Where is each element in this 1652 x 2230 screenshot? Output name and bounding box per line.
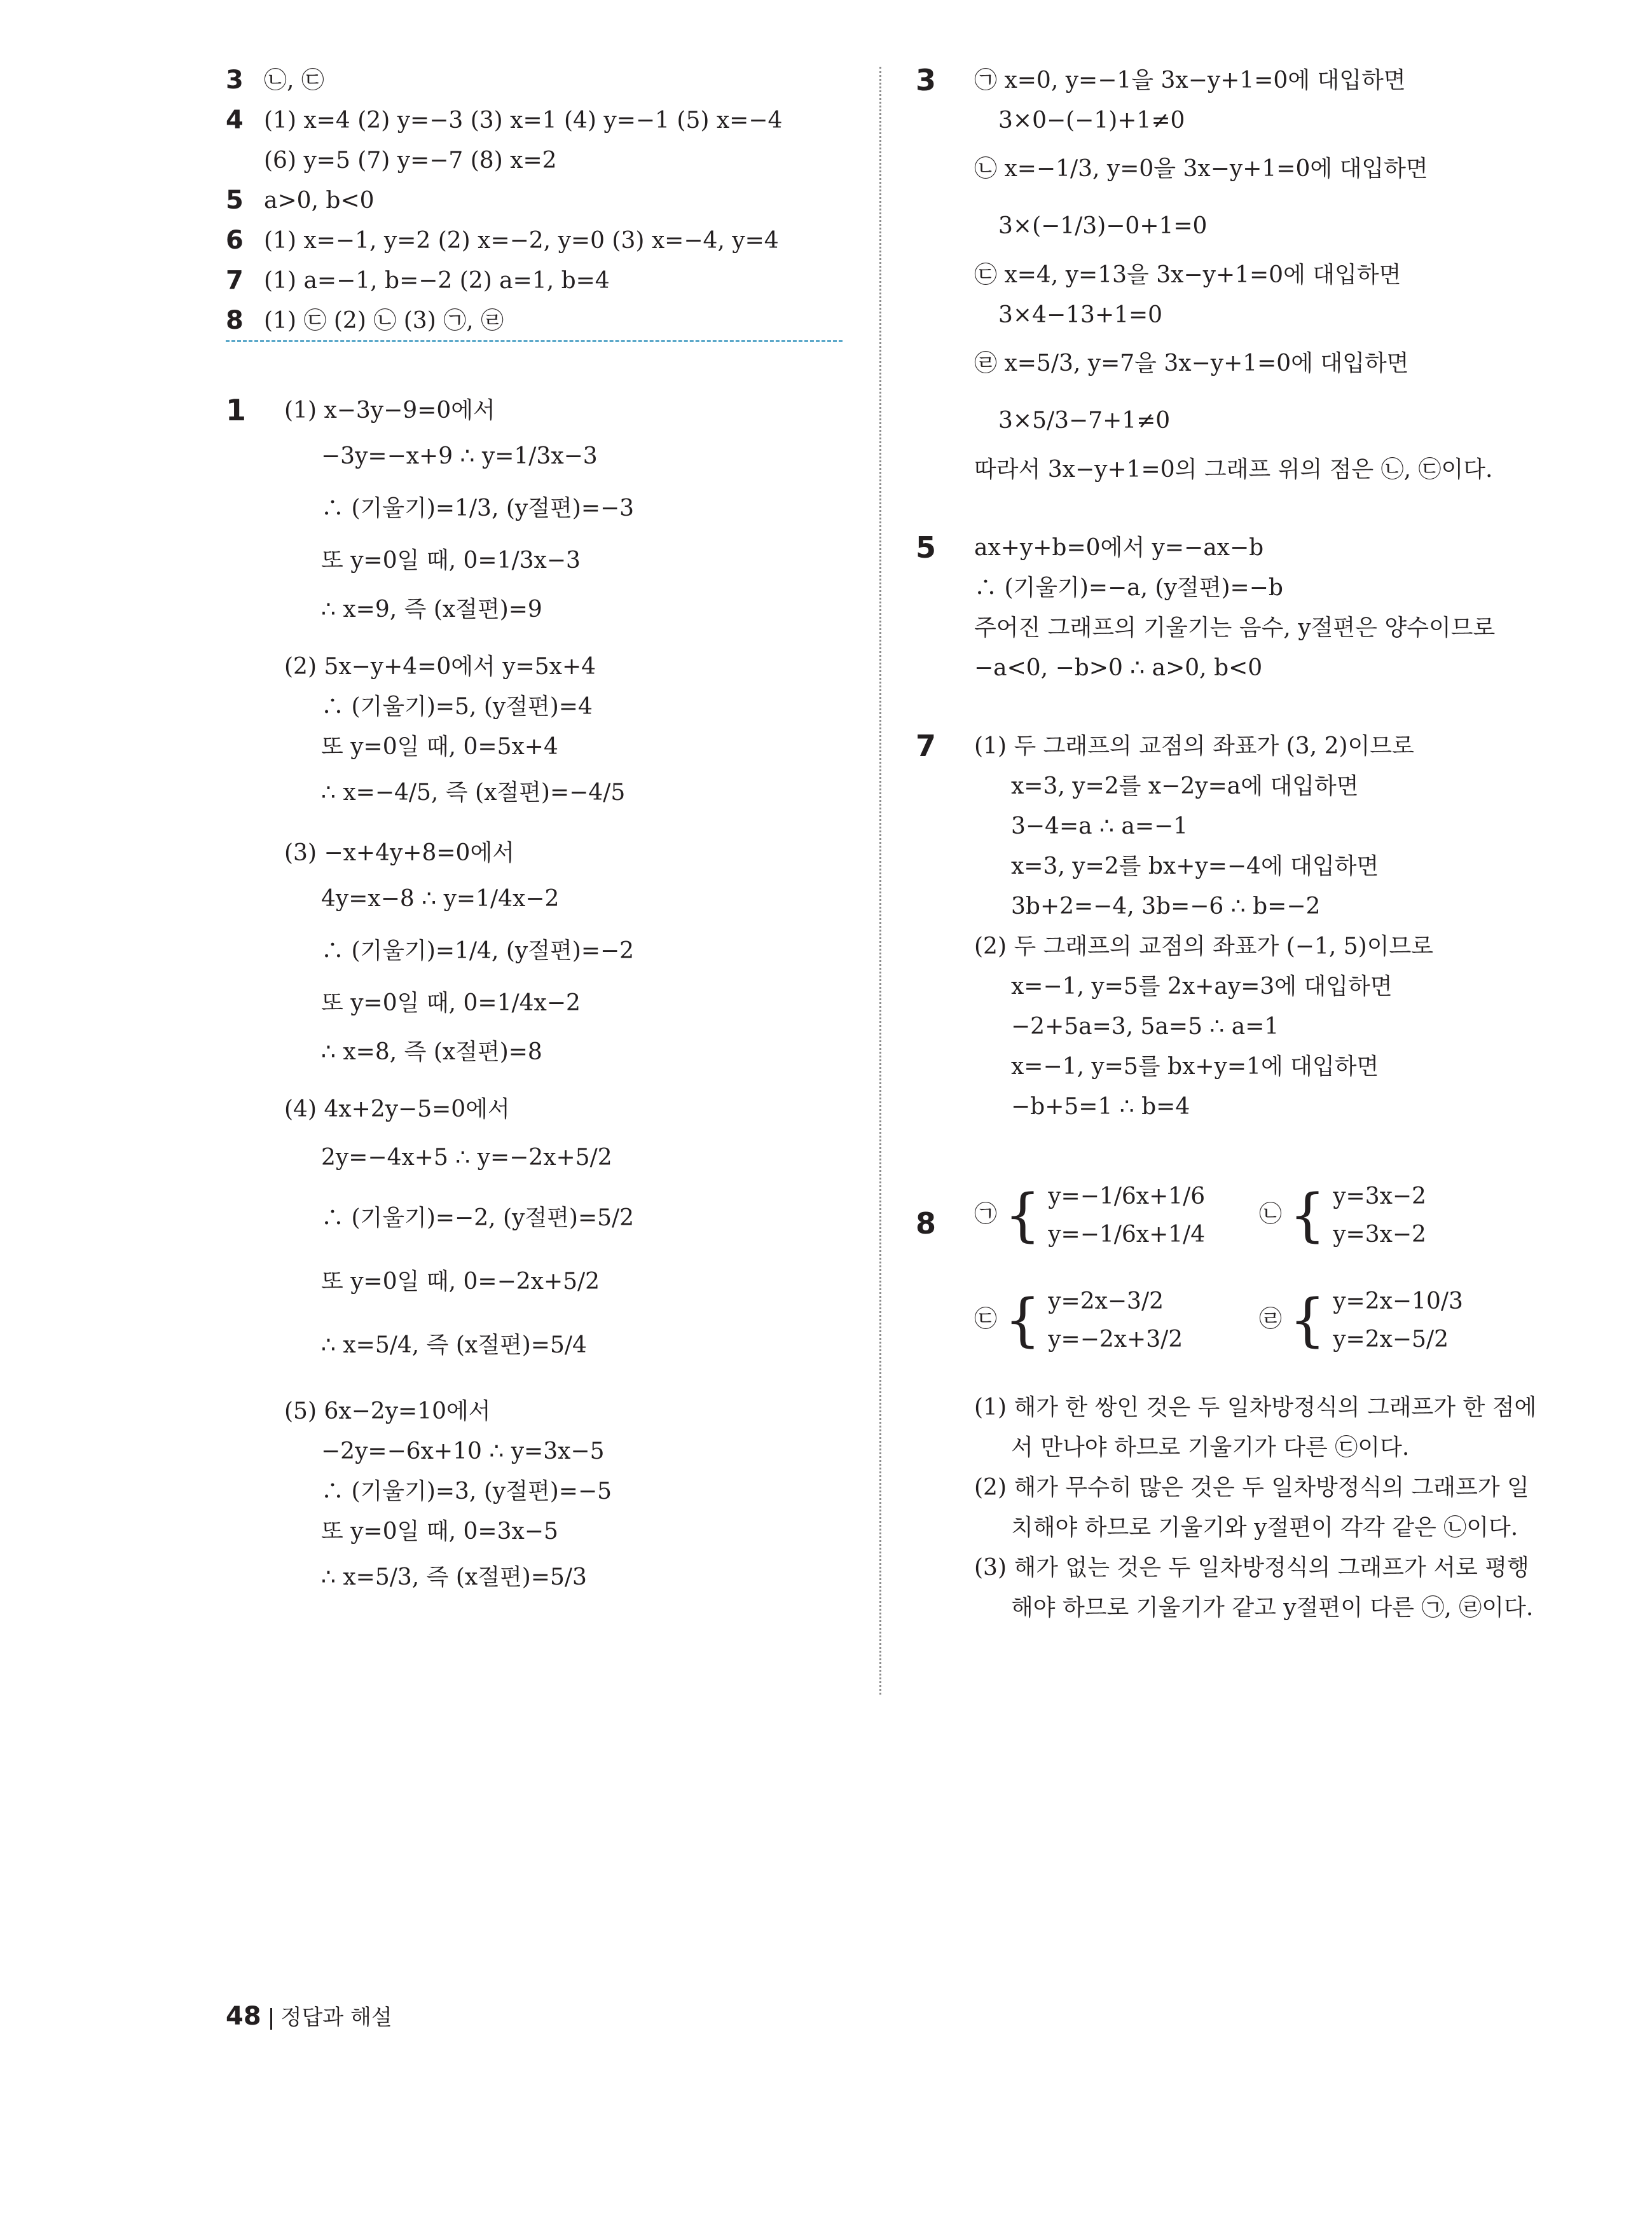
solution-line: [916, 198, 1552, 255]
left-column: [226, 60, 862, 1604]
line-text: 또 y=0일 때, 0=−2x+5/2: [321, 1269, 600, 1295]
line-text: 주어진 그래프의 기울기는 음수, y절편은 양수이므로: [974, 615, 1496, 641]
solution-line: [226, 925, 862, 977]
answer-number: 5: [226, 186, 244, 215]
line-text: −2+5a=3, 5a=5 ∴ a=1: [1011, 1014, 1279, 1040]
line-text: 또 y=0일 때, 0=1/3x−3: [321, 547, 581, 574]
solution-line: [916, 1468, 1552, 1508]
solution-line: [916, 648, 1552, 688]
solution-line: [226, 873, 862, 925]
answer-row: [226, 141, 862, 181]
solution-line: [226, 430, 862, 483]
system-c: [974, 1283, 1183, 1359]
solution-3: [916, 60, 1552, 490]
solution-line: [226, 1391, 862, 1431]
equation-1: y=2x−3/2: [1048, 1288, 1164, 1314]
solution-line: [226, 833, 862, 873]
equation-2: y=2x−5/2: [1333, 1326, 1449, 1352]
answer-number: 6: [226, 226, 244, 255]
solution-line: [916, 255, 1552, 295]
line-text: 또 y=0일 때, 0=1/4x−2: [321, 990, 581, 1016]
equation-1: y=2x−10/3: [1333, 1288, 1463, 1314]
equation-2: y=−2x+3/2: [1048, 1326, 1183, 1352]
solution-line: [226, 483, 862, 535]
solution-8: [916, 1178, 1552, 1628]
solution-line: [226, 1187, 862, 1250]
line-text: 3×5/3−7+1≠0: [998, 408, 1171, 434]
solution-line: [226, 535, 862, 587]
solution-line: [916, 1047, 1552, 1087]
solution-line: [916, 392, 1552, 450]
line-text: x=−1, y=5를 bx+y=1에 대입하면: [1011, 1054, 1379, 1080]
brace-icon: {: [1289, 1287, 1326, 1354]
solution-7: [916, 726, 1552, 1127]
solution-line: [226, 1471, 862, 1511]
line-text: ∴ x=−4/5, 즉 (x절편)=−4/5: [321, 780, 626, 806]
answer-row: [226, 261, 862, 301]
line-text: −b+5=1 ∴ b=4: [1011, 1094, 1190, 1120]
line-text: x=3, y=2를 x−2y=a에 대입하면: [1011, 773, 1359, 799]
solution-line: [916, 295, 1552, 335]
solution-line: [226, 1552, 862, 1604]
solution-line: [916, 568, 1552, 608]
equation-1: y=−1/6x+1/6: [1048, 1183, 1206, 1209]
brace-icon: {: [1289, 1182, 1326, 1249]
line-text: ∴ (기울기)=1/4, (y절편)=−2: [321, 938, 635, 964]
solution-line: [226, 587, 862, 633]
line-text: x=3, y=2를 bx+y=−4에 대입하면: [1011, 853, 1379, 879]
answer-row: [226, 301, 862, 341]
line-text: 3b+2=−4, 3b=−6 ∴ b=−2: [1011, 893, 1321, 919]
line-text: (2) 5x−y+4=0에서 y=5x+4: [284, 654, 596, 680]
line-text: 서 만나야 하므로 기울기가 다른 ㉢이다.: [1011, 1435, 1410, 1461]
solution-line: [916, 766, 1552, 806]
line-text: ㉠ x=0, y=−1을 3x−y+1=0에 대입하면: [974, 67, 1406, 93]
line-text: ㉢ x=4, y=13을 3x−y+1=0에 대입하면: [974, 262, 1401, 288]
system-mark: ㉢: [974, 1306, 998, 1332]
solution-line: [226, 687, 862, 727]
system-mark: ㉠: [974, 1201, 998, 1227]
solution-line: [226, 727, 862, 767]
line-text: (5) 6x−2y=10에서: [284, 1398, 491, 1424]
line-text: (4) 4x+2y−5=0에서: [284, 1096, 510, 1122]
solution-line: [226, 977, 862, 1029]
line-text: ∴ (기울기)=1/3, (y절편)=−3: [321, 495, 635, 521]
answer-text: ㉡, ㉢: [264, 67, 324, 93]
solution-line: [916, 450, 1552, 490]
answer-row: [226, 100, 862, 141]
line-text: ∴ x=8, 즉 (x절편)=8: [321, 1039, 542, 1065]
footer-separator: [270, 2008, 272, 2030]
line-text: (3) −x+4y+8=0에서: [284, 840, 514, 866]
solution-line: [226, 390, 862, 430]
line-text: −a<0, −b>0 ∴ a>0, b<0: [974, 655, 1263, 681]
line-text: ㉣ x=5/3, y=7을 3x−y+1=0에 대입하면: [974, 350, 1409, 376]
system-a: [974, 1178, 1205, 1254]
line-text: 3×(−1/3)−0+1=0: [998, 213, 1208, 239]
solution-line: [916, 886, 1552, 926]
page-footer: [226, 2000, 392, 2031]
solution-line: [916, 967, 1552, 1007]
solution-line: [226, 1511, 862, 1552]
line-text: ∴ (기울기)=3, (y절편)=−5: [321, 1478, 612, 1504]
page-number: 48: [226, 2002, 261, 2031]
solution-line: [916, 141, 1552, 198]
solution-line: [916, 726, 1552, 766]
solution-line: [226, 1431, 862, 1471]
solution-line: [916, 1548, 1552, 1588]
equation-1: y=3x−2: [1333, 1183, 1426, 1209]
line-text: 3−4=a ∴ a=−1: [1011, 813, 1188, 839]
system-b: [1259, 1178, 1426, 1254]
answer-text: (1) x=4 (2) y=−3 (3) x=1 (4) y=−1 (5) x=−4: [264, 107, 783, 134]
solution-line: [226, 1129, 862, 1187]
solution-5: [916, 528, 1552, 688]
solution-line: [916, 528, 1552, 568]
line-text: ∴ x=9, 즉 (x절편)=9: [321, 596, 542, 623]
line-text: 해야 하므로 기울기가 같고 y절편이 다른 ㉠, ㉣이다.: [1011, 1595, 1534, 1621]
system-mark: ㉡: [1259, 1201, 1283, 1227]
solution-line: [916, 1588, 1552, 1628]
solution-line: [226, 647, 862, 687]
solution-line: [226, 1314, 862, 1377]
question-number: 3: [916, 63, 937, 97]
line-text: ax+y+b=0에서 y=−ax−b: [974, 535, 1264, 561]
answer-number: 3: [226, 65, 244, 95]
line-text: 치해야 하므로 기울기와 y절편이 각각 같은 ㉡이다.: [1011, 1515, 1518, 1541]
line-text: 또 y=0일 때, 0=5x+4: [321, 734, 558, 760]
answer-number: 7: [226, 266, 244, 295]
answer-text: (1) x=−1, y=2 (2) x=−2, y=0 (3) x=−4, y=4: [264, 228, 779, 254]
answer-text: (1) a=−1, b=−2 (2) a=1, b=4: [264, 268, 610, 294]
quick-answers: [226, 60, 862, 341]
solution-line: [916, 1508, 1552, 1548]
line-text: ∴ (기울기)=−2, (y절편)=5/2: [321, 1205, 635, 1231]
line-text: 2y=−4x+5 ∴ y=−2x+5/2: [321, 1145, 612, 1171]
footer-label: 정답과 해설: [280, 2005, 392, 2030]
system-mark: ㉣: [1259, 1306, 1283, 1332]
line-text: −3y=−x+9 ∴ y=1/3x−3: [321, 443, 598, 469]
brace-icon: {: [1004, 1287, 1041, 1354]
line-text: ∴ (기울기)=−a, (y절편)=−b: [974, 575, 1283, 601]
question-number: 8: [916, 1206, 937, 1241]
solution-line: [916, 846, 1552, 886]
line-text: 따라서 3x−y+1=0의 그래프 위의 점은 ㉡, ㉢이다.: [974, 457, 1493, 483]
line-text: −2y=−6x+10 ∴ y=3x−5: [321, 1438, 605, 1464]
line-text: (1) 두 그래프의 교점의 좌표가 (3, 2)이므로: [974, 733, 1414, 759]
solution-line: [916, 335, 1552, 392]
line-text: 3×4−13+1=0: [998, 302, 1163, 328]
solution-line: [916, 1428, 1552, 1468]
equation-2: y=3x−2: [1333, 1222, 1426, 1248]
equation-2: y=−1/6x+1/4: [1048, 1222, 1206, 1248]
line-text: x=−1, y=5를 2x+ay=3에 대입하면: [1011, 974, 1393, 1000]
solution-line: [916, 60, 1552, 100]
line-text: (1) x−3y−9=0에서: [284, 397, 495, 423]
system-d: [1259, 1283, 1463, 1359]
line-text: (1) 해가 한 쌍인 것은 두 일차방정식의 그래프가 한 점에: [974, 1394, 1537, 1421]
solution-1: [226, 390, 862, 1604]
solution-line: [916, 1087, 1552, 1127]
solution-line: [916, 806, 1552, 846]
answer-text: (6) y=5 (7) y=−7 (8) x=2: [264, 148, 557, 174]
brace-icon: {: [1004, 1182, 1041, 1249]
answer-row: [226, 181, 862, 221]
solution-line: [916, 926, 1552, 967]
answer-text: (1) ㉢ (2) ㉡ (3) ㉠, ㉣: [264, 308, 504, 334]
solution-line: [916, 608, 1552, 648]
line-text: 3×0−(−1)+1≠0: [998, 107, 1185, 134]
line-text: 또 y=0일 때, 0=3x−5: [321, 1518, 558, 1545]
answer-row: [226, 221, 862, 261]
line-text: 4y=x−8 ∴ y=1/4x−2: [321, 886, 560, 912]
line-text: (2) 해가 무수히 많은 것은 두 일차방정식의 그래프가 일: [974, 1475, 1529, 1501]
solution-line: [226, 1029, 862, 1075]
right-column: [916, 60, 1552, 1628]
solution-line: [226, 767, 862, 819]
answer-text: a>0, b<0: [264, 188, 375, 214]
line-text: ∴ x=5/4, 즉 (x절편)=5/4: [321, 1332, 587, 1358]
solution-line: [916, 1387, 1552, 1428]
line-text: ∴ (기울기)=5, (y절편)=4: [321, 694, 593, 720]
question-number: 7: [916, 729, 937, 763]
question-number: 5: [916, 530, 937, 565]
equation-systems: [916, 1178, 1552, 1387]
line-text: ㉡ x=−1/3, y=0을 3x−y+1=0에 대입하면: [974, 156, 1428, 182]
answer-number: 8: [226, 306, 244, 335]
solution-line: [226, 1089, 862, 1129]
line-text: (2) 두 그래프의 교점의 좌표가 (−1, 5)이므로: [974, 933, 1434, 960]
solution-line: [226, 1250, 862, 1314]
line-text: ∴ x=5/3, 즉 (x절편)=5/3: [321, 1564, 587, 1590]
solution-line: [916, 100, 1552, 141]
column-divider: [879, 67, 881, 1695]
answer-row: [226, 60, 862, 100]
solution-line: [916, 1007, 1552, 1047]
question-number: 1: [226, 393, 247, 427]
line-text: (3) 해가 없는 것은 두 일차방정식의 그래프가 서로 평행: [974, 1555, 1529, 1581]
answer-number: 4: [226, 106, 244, 135]
